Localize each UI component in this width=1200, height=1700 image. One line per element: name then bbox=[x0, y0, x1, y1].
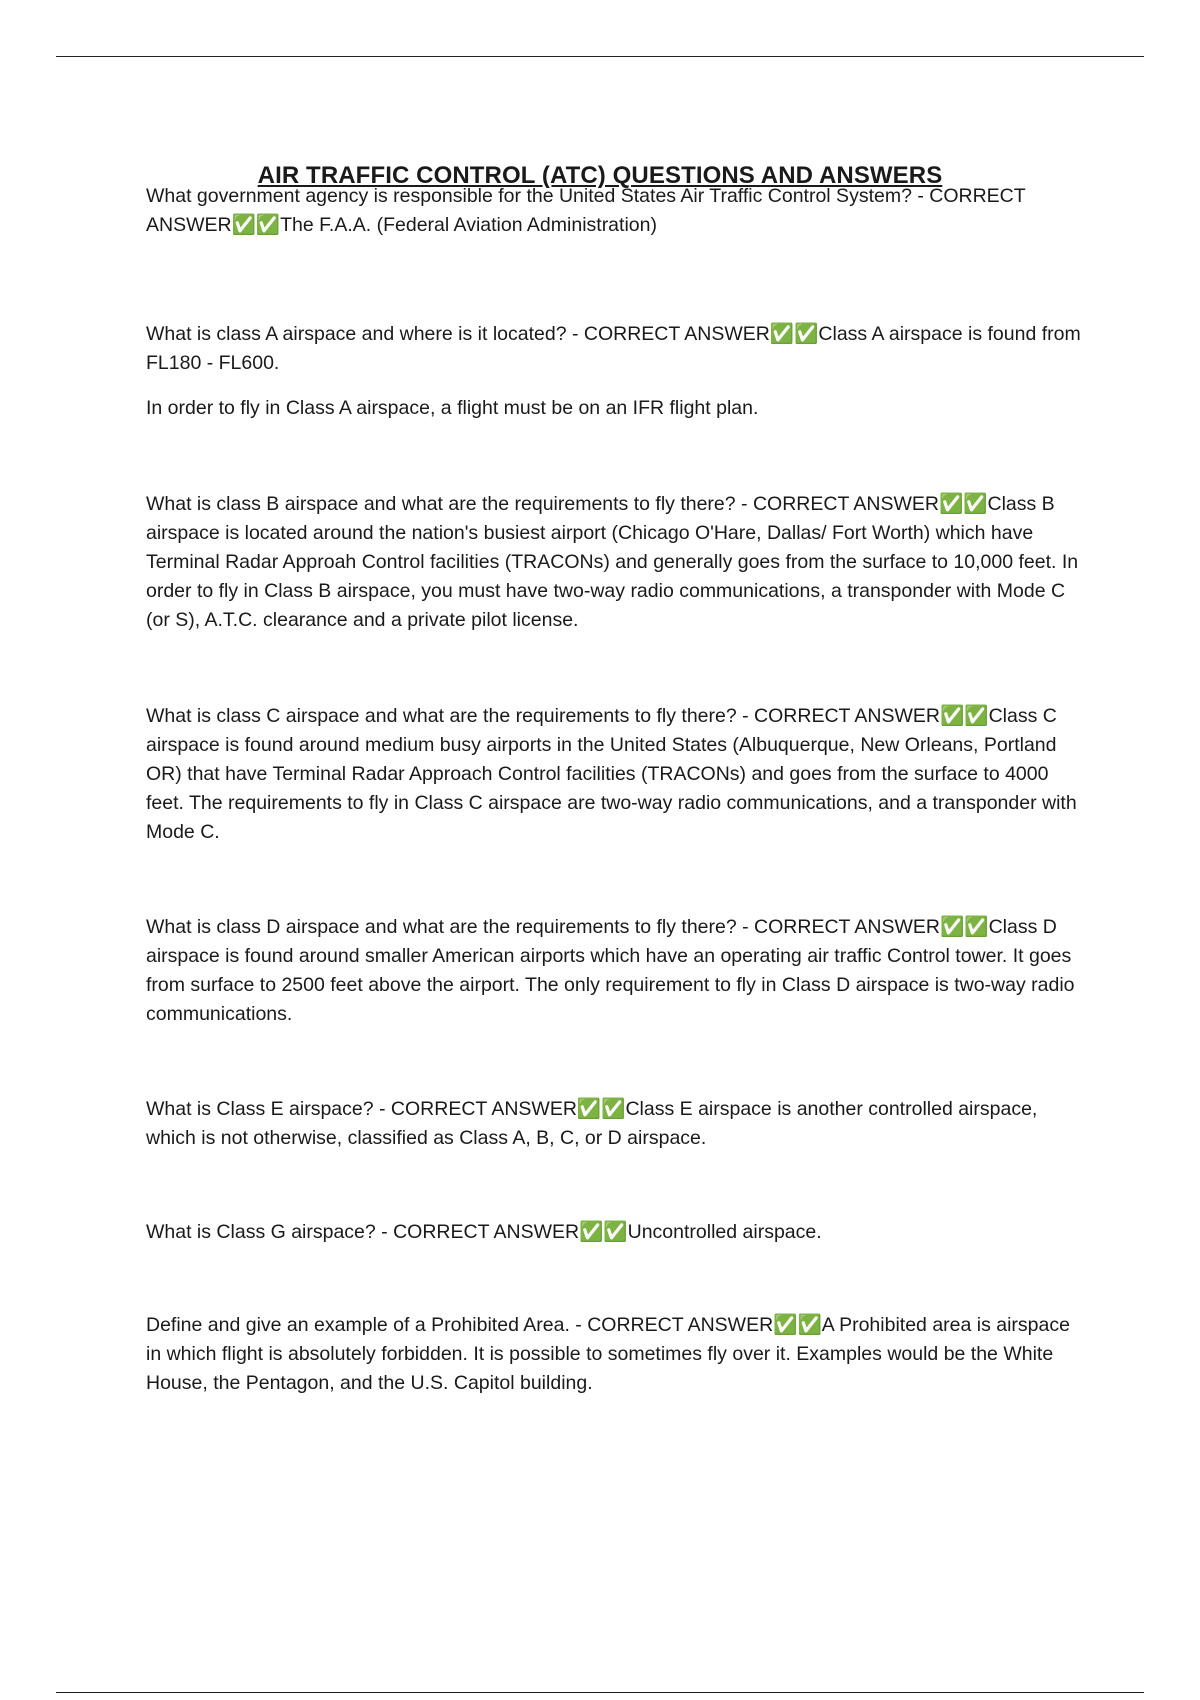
top-rule bbox=[56, 56, 1144, 57]
qa-paragraph: Define and give an example of a Prohibited Area. - CORRECT ANSWER✅✅A Prohibited area is airspace in which flight is absolutely forbidden. It is possible to sometimes fly over it. Examples would be the White House, the Pentagon, and the U.S. Capitol building. bbox=[146, 1314, 1070, 1394]
document-title: AIR TRAFFIC CONTROL (ATC) QUESTIONS AND ANSWERS bbox=[257, 162, 943, 190]
qa-item bbox=[146, 490, 1086, 635]
qa-paragraph: What is class A airspace and where is it located? - CORRECT ANSWER✅✅Class A airspace is found from FL180 - FL600. bbox=[146, 323, 1081, 374]
qa-item bbox=[146, 320, 1086, 423]
bottom-rule bbox=[56, 1692, 1144, 1693]
qa-item bbox=[146, 1095, 1086, 1153]
qa-paragraph: What is class C airspace and what are the requirements to fly there? - CORRECT ANSWER✅✅Class C airspace is found around medium busy airports in the United States (Albuquerque, New Orleans, Portland OR) that have Terminal Radar Approach Control facilities (TRACONs) and goes from the surface to 4000 feet. The requirements to fly in Class C airspace are two-way radio communications, and a transponder with Mode C. bbox=[146, 705, 1077, 843]
qa-item bbox=[146, 182, 1086, 240]
qa-paragraph: What is Class E airspace? - CORRECT ANSWER✅✅Class E airspace is another controlled airspace, which is not otherwise, classified as Class A, B, C, or D airspace. bbox=[146, 1098, 1038, 1149]
qa-paragraph: What government agency is responsible for the United States Air Traffic Control System? - CORRECT ANSWER✅✅The F.A.A. (Federal Aviation Administration) bbox=[146, 185, 1026, 236]
qa-item bbox=[146, 702, 1086, 847]
qa-paragraph: What is class D airspace and what are the requirements to fly there? - CORRECT ANSWER✅✅Class D airspace is found around smaller American airports which have an operating air traffic Control tower. It goes from surface to 2500 feet above the airport. The only requirement to fly in Class D airspace is two-way radio communications. bbox=[146, 916, 1075, 1025]
qa-item bbox=[146, 913, 1086, 1029]
qa-item bbox=[146, 1218, 1086, 1247]
qa-paragraph: What is class B airspace and what are the requirements to fly there? - CORRECT ANSWER✅✅Class B airspace is located around the nation's busiest airport (Chicago O'Hare, Dallas/ Fort Worth) which have Terminal Radar Approah Control facilities (TRACONs) and generally goes from the surface to 10,000 feet. In order to fly in Class B airspace, you must have two-way radio communications, a transponder with Mode C (or S), A.T.C. clearance and a private pilot license. bbox=[146, 493, 1079, 631]
qa-item bbox=[146, 1311, 1086, 1398]
qa-paragraph: In order to fly in Class A airspace, a flight must be on an IFR flight plan. bbox=[146, 397, 759, 419]
qa-paragraph: What is Class G airspace? - CORRECT ANSWER✅✅Uncontrolled airspace. bbox=[146, 1221, 822, 1243]
